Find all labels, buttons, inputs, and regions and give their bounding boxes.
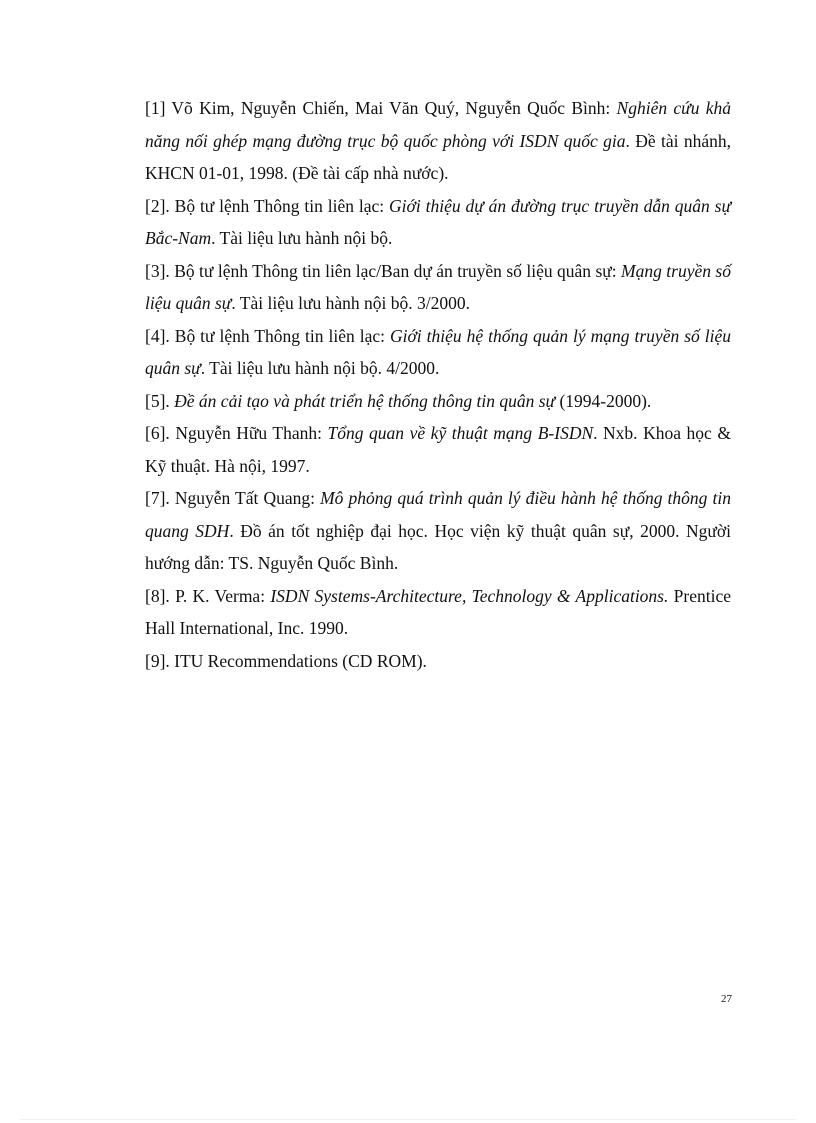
reference-title: Nghiên cứu khả năng nối ghép mạng đường trục bộ quốc phòng với ISDN quốc gia: [145, 98, 731, 151]
reference-item-9: [145, 645, 731, 678]
reference-details: . Nxb. Khoa học & Kỹ thuật. Hà nội, 1997.: [145, 423, 731, 476]
reference-label: [8].: [145, 585, 170, 606]
reference-label: [3].: [145, 260, 170, 281]
reference-details: . Tài liệu lưu hành nội bộ. 3/2000.: [231, 293, 470, 313]
reference-authors: Nguyễn Hữu Thanh:: [169, 423, 328, 443]
reference-details: . Đồ án tốt nghiệp đại học. Học viện kỹ thuật quân sự, 2000. Người hướng dẫn: TS. Nguyễn Quốc Bình.: [145, 520, 731, 573]
reference-authors: Bộ tư lệnh Thông tin liên lạc:: [169, 195, 390, 216]
reference-item-1: [145, 92, 731, 190]
reference-title: Giới thiệu dự án đường trục truyền dẫn quân sự Bắc-Nam: [145, 195, 731, 248]
reference-title: Mạng truyền số liệu quân sự: [145, 260, 731, 313]
reference-label: [5].: [145, 390, 170, 411]
reference-label: [9].: [145, 650, 170, 671]
reference-label: [6].: [145, 423, 170, 443]
reference-item-8: [145, 580, 731, 645]
reference-item-6: [145, 417, 731, 482]
page-bottom-divider: [20, 1119, 796, 1120]
reference-title: Mô phỏng quá trình quản lý điều hành hệ thống thông tin quang SDH: [145, 488, 731, 541]
reference-item-3: [145, 255, 731, 320]
reference-details: . Đề tài nhánh, KHCN 01-01, 1998. (Đề tài cấp nhà nước).: [145, 130, 731, 183]
reference-title: ISDN Systems-Architecture, Technology & Applications.: [270, 585, 669, 606]
reference-authors: Bộ tư lệnh Thông tin liên lạc:: [169, 325, 390, 346]
reference-title: Giới thiệu hệ thống quản lý mạng truyền số liệu quân sự: [145, 325, 731, 378]
reference-label: [2].: [145, 195, 170, 216]
reference-authors: Nguyễn Tất Quang:: [169, 488, 321, 508]
reference-details: (1994-2000).: [555, 390, 652, 411]
reference-item-4: [145, 320, 731, 385]
reference-item-2: [145, 190, 731, 255]
reference-title: Tổng quan về kỹ thuật mạng B-ISDN: [327, 423, 594, 443]
reference-details: . Tài liệu lưu hành nội bộ.: [211, 228, 393, 248]
reference-item-5: [145, 385, 731, 418]
reference-label: [7].: [145, 488, 170, 508]
reference-details: . Tài liệu lưu hành nội bộ. 4/2000.: [200, 358, 440, 378]
reference-item-7: [145, 482, 731, 580]
reference-label: [1]: [145, 98, 166, 118]
reference-authors: ITU Recommendations (CD ROM).: [169, 650, 427, 671]
reference-authors: Bộ tư lệnh Thông tin liên lạc/Ban dự án truyền số liệu quân sự:: [169, 260, 622, 281]
reference-title: Đề án cải tạo và phát triển hệ thống thông tin quân sự: [174, 390, 556, 411]
reference-list: [145, 92, 731, 677]
reference-label: [4].: [145, 325, 170, 346]
reference-authors: Võ Kim, Nguyễn Chiến, Mai Văn Quý, Nguyễn Quốc Bình:: [165, 98, 617, 118]
reference-authors: P. K. Verma:: [169, 585, 271, 606]
reference-details: Prentice Hall International, Inc. 1990.: [145, 585, 732, 638]
page-number: 27: [721, 993, 732, 1005]
